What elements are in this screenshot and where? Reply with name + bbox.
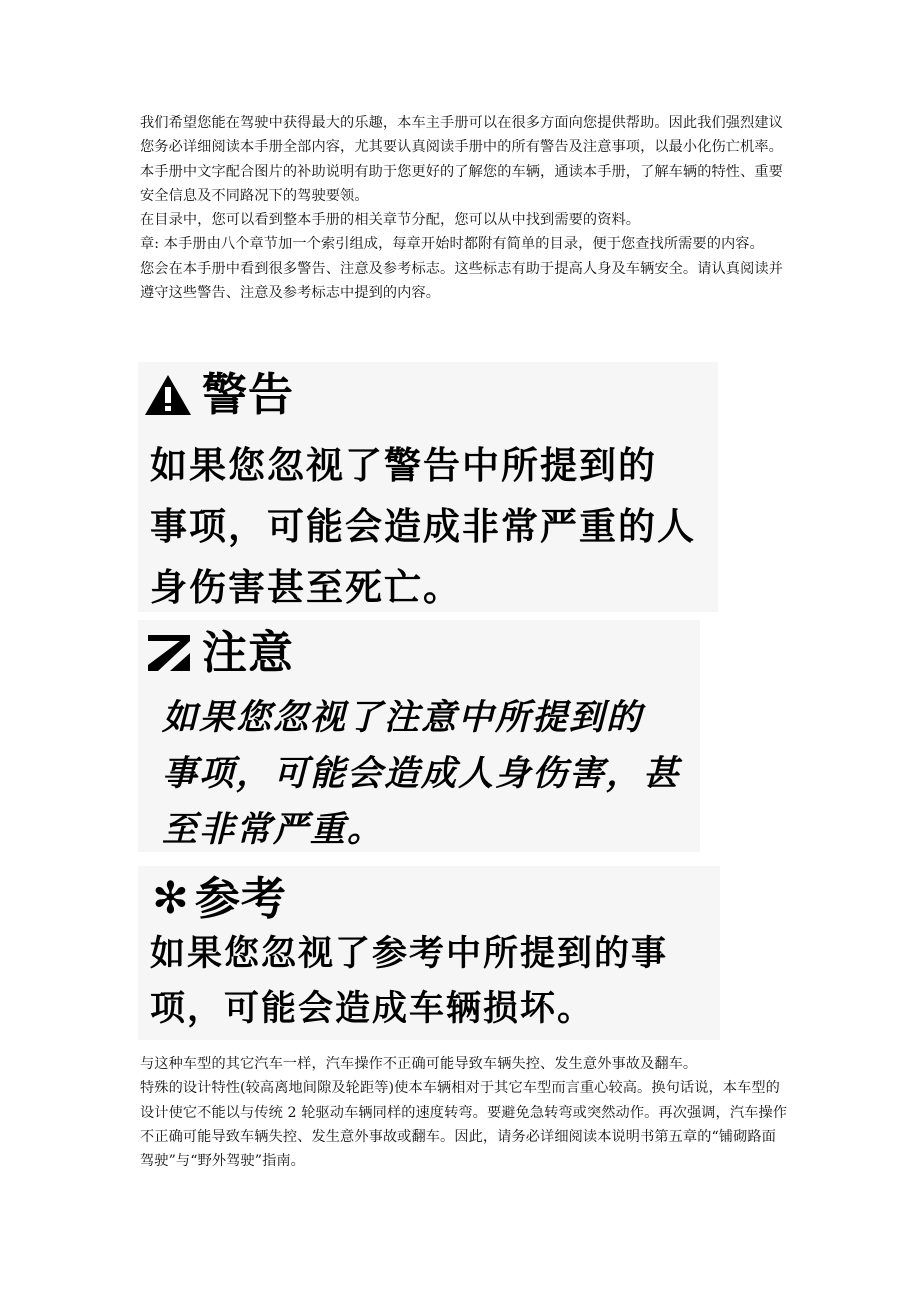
caution-title: 注意: [202, 626, 295, 679]
reference-header: [152, 874, 287, 924]
outro-paragraph-1: 与这种车型的其它汽车一样，汽车操作不正确可能导致车辆失控、发生意外事故及翻车。: [140, 1056, 698, 1072]
reference-line-2: 项，可能会造成车辆损坏。: [150, 989, 595, 1029]
intro-paragraph-5: 您会在本手册中看到很多警告、注意及参考标志。这些标志有助于提高人身及车辆安全。请认真阅读并遵守这些警告、注意及参考标志中提到的内容。: [140, 260, 783, 302]
outro-paragraph-2: 特殊的设计特性(较高离地间隙及轮距等)使本车辆相对于其它车型而言重心较高。换句话说，本车型的设计使它不能以与传统 2 轮驱动车辆同样的速度转弯。要避免急转弯或突然动作。再次强调，汽车操作不正确可能导致车辆失控、发生意外事故或翻车。因此，请务必详细阅读本说明书第五章的“铺砌路面驾驶”与“野外驾驶”指南。: [140, 1080, 787, 1170]
warning-body: [150, 435, 696, 612]
intro-text: [140, 111, 790, 305]
warning-header: [144, 370, 294, 420]
asterisk-icon: ✻: [152, 873, 189, 924]
warning-line-3: 身伤害甚至死亡。: [150, 566, 462, 609]
reference-title: 参考: [194, 872, 287, 925]
intro-paragraph-1: 我们希望您能在驾驶中获得最大的乐趣，本车主手册可以在很多方面向您提供帮助。因此我们强烈建议您务必详细阅读本手册全部内容，尤其要认真阅读手册中的所有警告及注意事项，以最小化伤亡机率。: [140, 115, 783, 156]
warning-title: 警告: [202, 368, 295, 421]
caution-header: [146, 628, 294, 678]
outro-text: [140, 1052, 790, 1173]
caution-notice: [138, 620, 700, 852]
intro-paragraph-3: 在目录中，您可以看到整本手册的相关章节分配，您可以从中找到需要的资料。: [140, 212, 641, 229]
caution-line-3: 至非常严重。: [162, 810, 385, 850]
reference-body: [150, 927, 668, 1037]
warning-line-2: 事项，可能会造成非常严重的人: [150, 505, 696, 548]
warning-line-1: 如果您忽视了警告中所提到的: [150, 444, 657, 487]
reference-line-1: 如果您忽视了参考中所提到的事: [150, 934, 669, 974]
reference-notice: [138, 866, 720, 1040]
warning-notice: [138, 362, 718, 612]
caution-body: [162, 690, 680, 852]
caution-line-2: 事项，可能会造成人身伤害，甚: [162, 754, 681, 794]
caution-slash-icon: [146, 633, 192, 673]
intro-paragraph-2: 本手册中文字配合图片的补助说明有助于您更好的了解您的车辆，通读本手册，了解车辆的特性、重要安全信息及不同路况下的驾驶要领。: [140, 163, 783, 204]
intro-paragraph-4: 章: 本手册由八个章节加一个索引组成，每章开始时都附有简单的目录，便于您查找所需要的内容。: [140, 236, 764, 253]
warning-triangle-icon: [144, 374, 192, 416]
caution-line-1: 如果您忽视了注意中所提到的: [162, 698, 644, 738]
